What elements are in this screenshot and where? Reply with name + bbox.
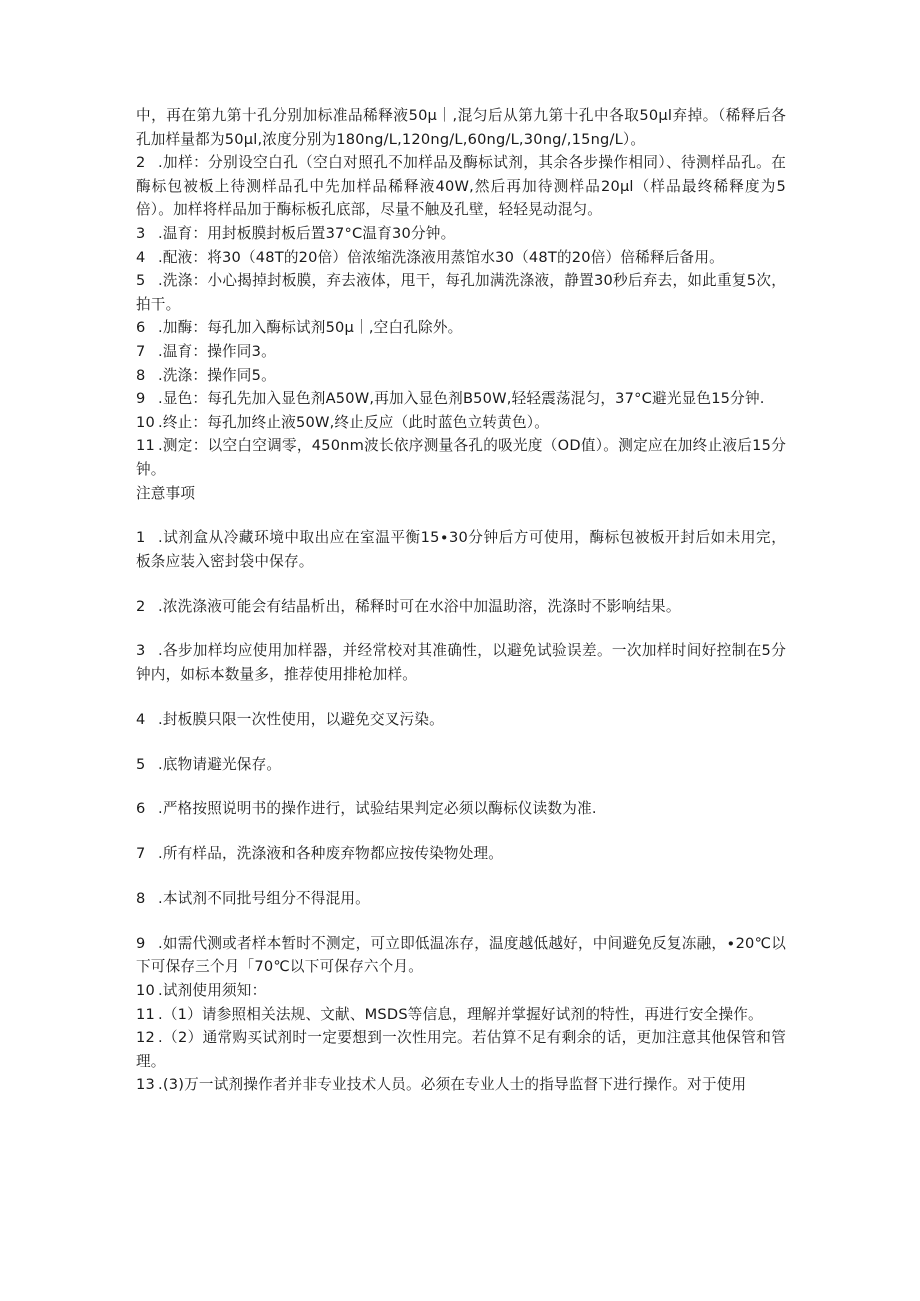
note-number: 3 — [136, 642, 146, 660]
note-number: 2 — [136, 597, 146, 615]
step-number: 7 — [136, 342, 146, 360]
step-number: 3 — [136, 224, 146, 242]
notes-heading: 注意事项 — [136, 484, 196, 502]
note-text: .封板膜只限一次性使用，以避免交叉污染。 — [158, 710, 444, 728]
note-text: .各步加样均应使用加样器，并经常校对其准确性，以避免试验误差。一次加样时间好控制在5分钟内，如标本数量多，推荐使用排枪加样。 — [136, 642, 786, 684]
step-item — [136, 340, 786, 364]
note-item — [136, 842, 786, 866]
step-item — [136, 387, 786, 411]
step-item — [136, 246, 786, 270]
note-number: 4 — [136, 710, 146, 728]
intro-paragraph: 中，再在第九第十孔分别加标准品稀释液50μ｜,混匀后从第九第十孔中各取50μl弃掉。（稀释后各孔加样量都为50μl,浓度分别为180ng∕L,120ng∕L,60ng∕L,30ng∕,15ng∕L）。 — [136, 107, 786, 148]
note-item — [136, 708, 786, 732]
note-text: .本试剂不同批号组分不得混用。 — [158, 889, 370, 907]
step-item — [136, 434, 786, 481]
usage-item — [136, 1026, 786, 1073]
step-text: .洗涤：操作同5。 — [158, 366, 276, 384]
step-number: 11 — [136, 437, 155, 455]
note-item — [136, 595, 786, 619]
step-text: .测定：以空白空调零，450nm波长依序测量各孔的吸光度（OD值）。测定应在加终止液后15分钟。 — [136, 437, 786, 478]
note-number: 5 — [136, 755, 146, 773]
usage-number: 12 — [136, 1029, 155, 1047]
note-number: 7 — [136, 845, 146, 863]
step-text: .加样：分别设空白孔（空白对照孔不加样品及酶标试剂，其余各步操作相同）、待测样品孔。在酶标包被板上待测样品孔中先加样品稀释液40W,然后再加待测样品20μl（样品最终稀释度为5倍）。加样将样品加于酶标板孔底部，尽量不触及孔壁，轻轻晃动混匀。 — [136, 154, 786, 219]
note-text: .浓洗涤液可能会有结晶析出，稀释时可在水浴中加温助溶，洗涤时不影响结果。 — [158, 597, 681, 615]
usage-number: 13 — [136, 1076, 155, 1094]
note-text: .如需代测或者样本暂时不测定，可立即低温冻存，温度越低越好，中间避免反复冻融，∙20℃以下可保存三个月「70℃以下可保存六个月。 — [136, 934, 786, 976]
step-text: .加酶：每孔加入酶标试剂50μ｜,空白孔除外。 — [158, 319, 463, 337]
step-item — [136, 364, 786, 388]
usage-number: 11 — [136, 1005, 155, 1023]
usage-text: .试剂使用须知： — [158, 981, 267, 999]
usage-text: .（1）请参照相关法规、文献、MSDS等信息，理解并掌握好试剂的特性，再进行安全操作。 — [158, 1005, 763, 1023]
note-text: .试剂盒从冷藏环境中取出应在室温平衡15∙30分钟后方可使用，酶标包被板开封后如未用完，板条应装入密封袋中保存。 — [136, 529, 786, 570]
note-item — [136, 753, 786, 777]
note-number: 9 — [136, 934, 146, 952]
step-text: .显色：每孔先加入显色剂A50W,再加入显色剂B50W,轻轻震荡混匀，37°C避光显色15分钟. — [158, 390, 765, 408]
usage-item — [136, 1003, 786, 1027]
step-number: 9 — [136, 390, 146, 408]
step-number: 8 — [136, 366, 146, 384]
step-number: 2 — [136, 154, 146, 172]
usage-number: 10 — [136, 981, 155, 999]
note-number: 8 — [136, 889, 146, 907]
note-item — [136, 526, 786, 573]
step-item — [136, 222, 786, 246]
note-text: .底物请避光保存。 — [158, 755, 282, 773]
step-item — [136, 316, 786, 340]
step-text: .温育：用封板膜封板后置37°C温育30分钟。 — [158, 224, 456, 242]
note-item — [136, 887, 786, 911]
note-text: .严格按照说明书的操作进行，试验结果判定必须以酶标仪读数为准. — [158, 800, 597, 818]
step-number: 10 — [136, 413, 155, 431]
step-item — [136, 411, 786, 435]
note-item — [136, 797, 786, 821]
document-page — [136, 104, 786, 1097]
step-item — [136, 269, 786, 316]
usage-notes-list — [136, 979, 786, 1097]
step-text: .终止：每孔加终止液50W,终止反应（此时蓝色立转黄色）。 — [158, 413, 550, 431]
step-number: 4 — [136, 248, 146, 266]
usage-item — [136, 1073, 786, 1097]
step-item — [136, 151, 786, 222]
note-number: 1 — [136, 529, 146, 547]
steps-list — [136, 151, 786, 481]
usage-text: .（2）通常购买试剂时一定要想到一次性用完。若估算不足有剩余的话，更加注意其他保管和管理。 — [136, 1029, 786, 1070]
notes-list — [136, 526, 786, 979]
step-text: .温育：操作同3。 — [158, 342, 276, 360]
step-number: 5 — [136, 272, 146, 290]
usage-item — [136, 979, 786, 1003]
note-item — [136, 932, 786, 979]
step-text: .洗涤：小心揭掉封板膜，弃去液体，甩干，每孔加满洗涤液，静置30秒后弃去，如此重复5次，拍干。 — [136, 272, 786, 313]
note-text: .所有样品，洗涤液和各种废弃物都应按传染物处理。 — [158, 845, 504, 863]
usage-text: .(3)万一试剂操作者并非专业技术人员。必须在专业人士的指导监督下进行操作。对于使用 — [158, 1076, 747, 1094]
note-number: 6 — [136, 800, 146, 818]
step-number: 6 — [136, 319, 146, 337]
note-item — [136, 639, 786, 686]
step-text: .配液：将30（48T的20倍）倍浓缩洗涤液用蒸馆水30（48T的20倍）倍稀释后备用。 — [158, 248, 724, 266]
